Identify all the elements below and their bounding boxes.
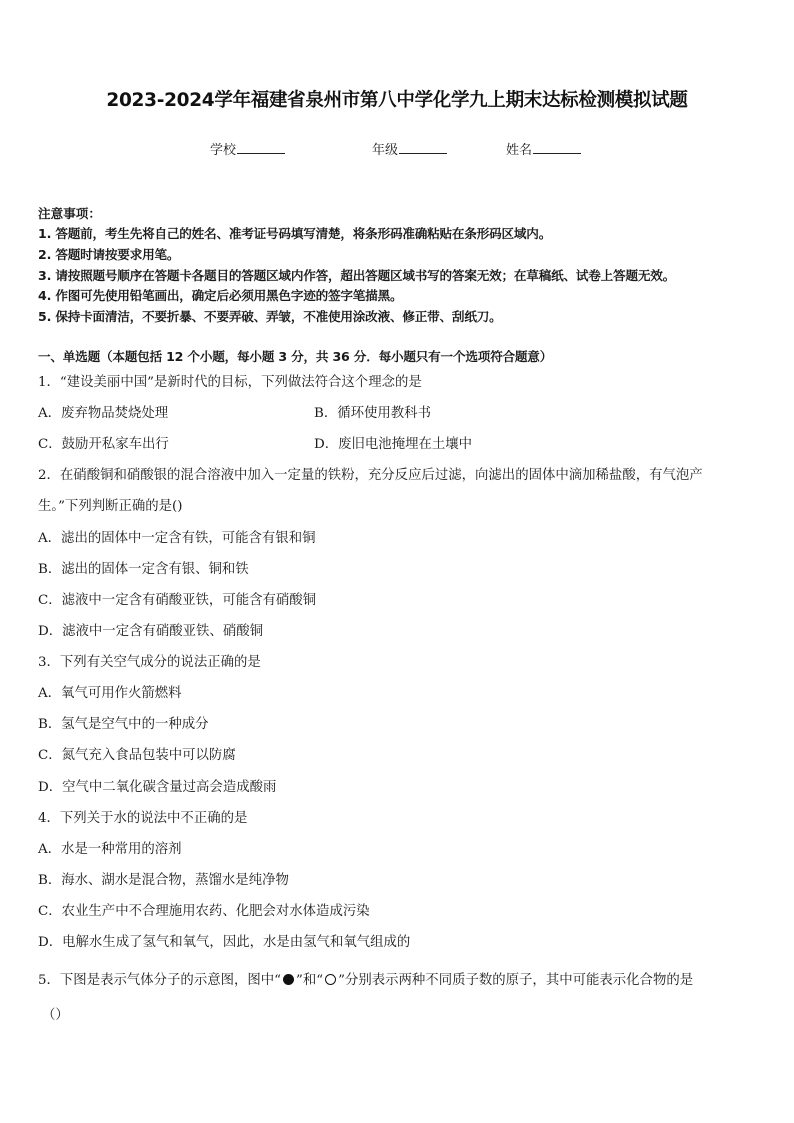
q1-option-d: D．废旧电池掩埋在土壤中 <box>314 437 473 452</box>
notes-item: 2. 答题时请按要求用笔。 <box>38 246 180 262</box>
q2-option-a: A．滤出的固体中一定含有铁，可能含有银和铜 <box>38 531 316 546</box>
school-field <box>210 139 285 158</box>
q4-option-d: D．电解水生成了氢气和氧气，因此，水是由氢气和氧气组成的 <box>38 935 411 950</box>
q3-option-b: B．氢气是空气中的一种成分 <box>38 717 209 732</box>
q2-option-c: C．滤液中一定含有硝酸亚铁，可能含有硝酸铜 <box>38 593 317 608</box>
q5-stem-part-b: ”和“ <box>296 973 324 988</box>
q3-option-a: A．氧气可用作火箭燃料 <box>38 686 182 701</box>
q3-option-d: D．空气中二氧化碳含量过高会造成酸雨 <box>38 780 277 795</box>
notes-item: 1. 答题前，考生先将自己的姓名、准考证号码填写清楚，将条形码准确粘贴在条形码区域内。 <box>38 226 552 241</box>
q5-stem-part-c: ”分别表示两种不同质子数的原子，其中可能表示化合物的是 <box>338 973 694 988</box>
school-label: 学校 <box>210 143 237 158</box>
name-label: 姓名 <box>506 143 533 158</box>
q4-option-b: B．海水、湖水是混合物，蒸馏水是纯净物 <box>38 873 289 888</box>
question-3-stem: 3．下列有关空气成分的说法正确的是 <box>38 655 261 670</box>
filled-atom-icon <box>283 974 294 985</box>
page-title: 2023-2024学年福建省泉州市第八中学化学九上期末达标检测模拟试题 <box>106 90 688 111</box>
q1-option-b: B．循环使用教科书 <box>314 406 431 421</box>
question-1-stem: 1．“建设美丽中国”是新时代的目标，下列做法符合这个理念的是 <box>38 375 422 390</box>
question-2-stem-line1: 2．在硝酸铜和硝酸银的混合溶液中加入一定量的铁粉，充分反应后过滤，向滤出的固体中滴加稀盐酸，有气泡产 <box>38 468 703 483</box>
question-5-stem-line2: （） <box>42 1008 69 1023</box>
q4-option-c: C．农业生产中不合理施用农药、化肥会对水体造成污染 <box>38 904 370 919</box>
q4-option-a: A．水是一种常用的溶剂 <box>38 842 182 857</box>
notes-heading: 注意事项： <box>38 206 101 221</box>
q1-option-c: C．鼓励开私家车出行 <box>38 437 169 452</box>
q2-option-d: D．滤液中一定含有硝酸亚铁、硝酸铜 <box>38 624 263 639</box>
question-4-stem: 4．下列关于水的说法中不正确的是 <box>38 811 248 826</box>
notes-item: 3. 请按照题号顺序在答题卡各题目的答题区域内作答，超出答题区域书写的答案无效；在草稿纸、试卷上答题无效。 <box>38 267 676 283</box>
hollow-atom-icon <box>325 974 336 985</box>
name-field <box>506 139 581 158</box>
school-blank <box>237 140 285 154</box>
student-info-row <box>0 139 794 159</box>
grade-field <box>372 139 447 158</box>
q2-option-b: B．滤出的固体一定含有银、铜和铁 <box>38 562 249 577</box>
q5-stem-part-a: 5．下图是表示气体分子的示意图，图中“ <box>38 973 282 988</box>
grade-label: 年级 <box>372 143 399 158</box>
grade-blank <box>399 140 447 154</box>
notes-item: 5. 保持卡面清洁，不要折暴、不要弄破、弄皱，不准使用涂改液、修正带、刮纸刀。 <box>38 309 502 325</box>
section-heading: 一、单选题（本题包括 12 个小题，每小题 3 分，共 36 分．每小题只有一个选项符合题意） <box>38 349 553 364</box>
notes-block <box>38 203 675 328</box>
name-blank <box>533 140 581 154</box>
q3-option-c: C．氮气充入食品包装中可以防腐 <box>38 748 236 763</box>
question-5-stem <box>38 972 693 990</box>
q1-option-a: A．废弃物品焚烧处理 <box>38 406 169 421</box>
notes-item: 4. 作图可先使用铅笔画出，确定后必须用黑色字迹的签字笔描黑。 <box>38 288 403 304</box>
question-2-stem-line2: 生。”下列判断正确的是() <box>38 499 183 514</box>
